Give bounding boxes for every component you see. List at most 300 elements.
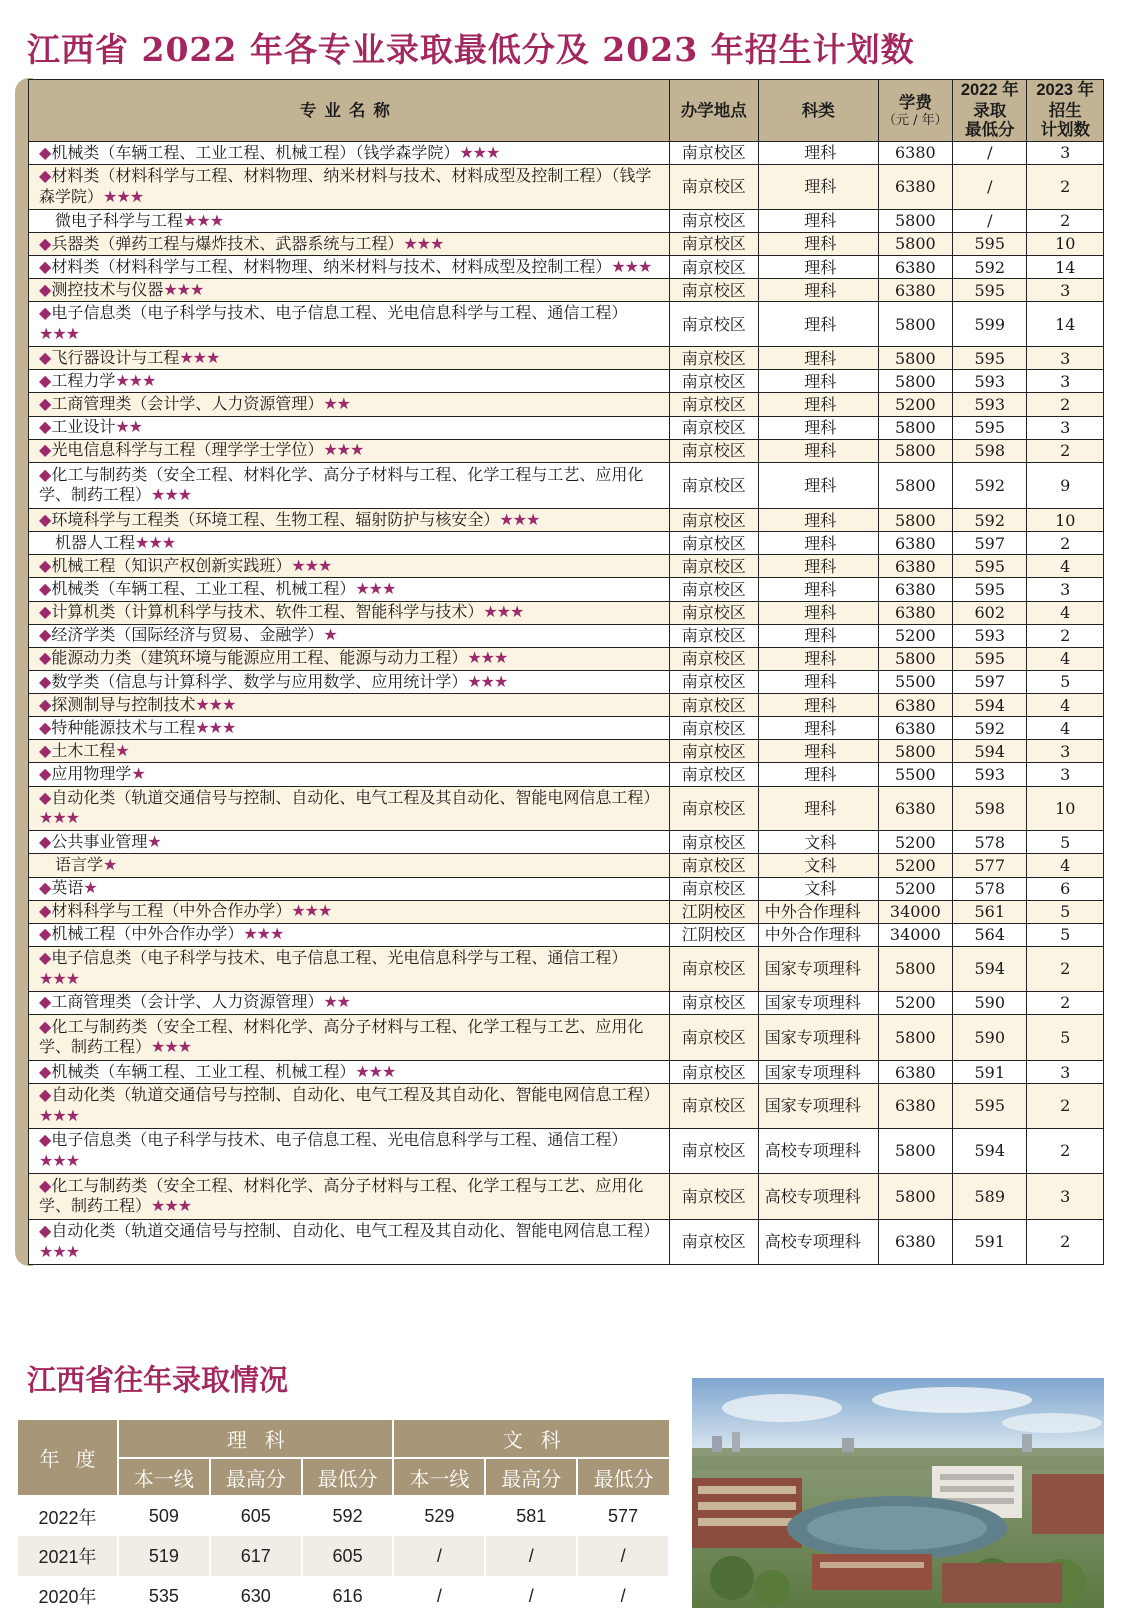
campus-cell: 南京校区 (669, 462, 758, 508)
history-table-container (18, 1420, 670, 1616)
major-name: 应用物理学 (51, 764, 132, 784)
table-row (29, 1128, 1104, 1173)
star-rating: ★ (323, 625, 337, 645)
diamond-bullet-icon: ◆ (39, 555, 52, 575)
diamond-bullet-icon: ◆ (39, 1016, 52, 1036)
major-name: 机械类（车辆工程、工业工程、机械工程） (51, 579, 356, 599)
fee-cell: 6380 (878, 1219, 952, 1264)
diamond-bullet-icon: ◆ (39, 579, 52, 599)
header-min-line3: 最低分 (965, 120, 1015, 140)
table-row (29, 578, 1104, 601)
min-score-cell: 595 (953, 233, 1027, 256)
category-cell: 理科 (758, 532, 878, 555)
major-name-cell (29, 1128, 670, 1173)
major-name-cell (29, 347, 670, 370)
min-score-cell: 578 (953, 831, 1027, 854)
major-name-cell (29, 509, 670, 532)
major-name-cell (29, 1014, 670, 1060)
major-name-cell (29, 1219, 670, 1264)
fee-cell: 5500 (878, 670, 952, 693)
major-name: 兵器类（弹药工程与爆炸技术、武器系统与工程） (51, 233, 404, 253)
major-name: 自动化类（轨道交通信号与控制、自动化、电气工程及其自动化、智能电网信息工程） (51, 1221, 660, 1241)
history-title: 江西省往年录取情况 (27, 1363, 289, 1397)
major-name-cell (29, 946, 670, 991)
fee-cell: 5800 (878, 462, 952, 508)
table-row (29, 831, 1104, 854)
plan-count-cell: 2 (1027, 532, 1104, 555)
min-score-cell: 593 (953, 624, 1027, 647)
header-campus: 办学地点 (669, 80, 758, 142)
plan-count-cell: 3 (1027, 1173, 1104, 1219)
campus-cell: 南京校区 (669, 670, 758, 693)
diamond-bullet-icon: ◆ (39, 625, 52, 645)
fee-cell: 5800 (878, 209, 952, 232)
fee-cell: 6380 (878, 601, 952, 624)
header-min-2022 (953, 80, 1027, 142)
min-score-cell: 597 (953, 532, 1027, 555)
fee-cell: 5800 (878, 302, 952, 347)
category-cell: 理科 (758, 142, 878, 165)
plan-count-cell: 3 (1027, 370, 1104, 393)
star-rating: ★★★ (163, 279, 204, 299)
category-cell: 中外合作理科 (758, 923, 878, 946)
category-cell: 文科 (758, 877, 878, 900)
plan-count-cell: 2 (1027, 393, 1104, 416)
major-name: 光电信息科学与工程（理学学士学位） (51, 440, 324, 460)
star-rating: ★★★ (135, 532, 176, 552)
star-rating: ★★★ (355, 579, 396, 599)
diamond-bullet-icon: ◆ (39, 717, 52, 737)
min-score-cell: 595 (953, 347, 1027, 370)
major-name-cell (29, 439, 670, 462)
history-value-cell: 605 (210, 1496, 302, 1536)
major-name: 工商管理类（会计学、人力资源管理） (51, 992, 324, 1012)
category-cell: 理科 (758, 555, 878, 578)
table-row (29, 1084, 1104, 1129)
major-name-cell (29, 370, 670, 393)
history-value-cell: / (393, 1576, 485, 1616)
diamond-bullet-icon: ◆ (39, 1061, 52, 1081)
campus-cell: 南京校区 (669, 601, 758, 624)
fee-cell: 5500 (878, 763, 952, 786)
min-score-cell: / (953, 142, 1027, 165)
history-subheader: 本一线 (393, 1458, 485, 1496)
star-rating: ★★★ (291, 901, 332, 921)
major-name: 语言学 (55, 855, 104, 875)
table-row (29, 900, 1104, 923)
header-plan-2023 (1027, 80, 1104, 142)
header-min-line1: 2022 年 (960, 80, 1019, 99)
diamond-bullet-icon: ◆ (39, 924, 52, 944)
major-name: 机械类（车辆工程、工业工程、机械工程） (51, 1061, 356, 1081)
min-score-cell: 595 (953, 578, 1027, 601)
star-rating: ★★★ (291, 555, 332, 575)
plan-count-cell: 2 (1027, 946, 1104, 991)
history-arts-header: 文科 (393, 1420, 669, 1458)
table-row (29, 624, 1104, 647)
min-score-cell: 595 (953, 279, 1027, 302)
plan-count-cell: 5 (1027, 831, 1104, 854)
admission-table (28, 79, 1104, 1265)
major-name-cell (29, 462, 670, 508)
major-name-cell (29, 786, 670, 831)
fee-cell: 5800 (878, 1128, 952, 1173)
fee-cell: 6380 (878, 165, 952, 210)
diamond-bullet-icon: ◆ (39, 166, 52, 186)
history-table (18, 1420, 670, 1616)
table-row (29, 209, 1104, 232)
table-row (29, 991, 1104, 1014)
table-row (29, 1061, 1104, 1084)
history-header-row-1 (18, 1420, 669, 1458)
category-cell: 理科 (758, 302, 878, 347)
campus-aerial-photo (692, 1378, 1104, 1608)
diamond-bullet-icon: ◆ (39, 648, 52, 668)
category-cell: 国家专项理科 (758, 1084, 878, 1129)
category-cell: 理科 (758, 347, 878, 370)
plan-count-cell: 5 (1027, 923, 1104, 946)
fee-cell: 6380 (878, 142, 952, 165)
plan-count-cell: 4 (1027, 601, 1104, 624)
header-plan-line2: 招生 (1048, 100, 1082, 120)
diamond-bullet-icon: ◆ (39, 142, 52, 162)
min-score-cell: 578 (953, 877, 1027, 900)
category-cell: 理科 (758, 209, 878, 232)
min-score-cell: 593 (953, 763, 1027, 786)
major-name: 电子信息类（电子科学与技术、电子信息工程、光电信息科学与工程、通信工程） (51, 303, 628, 323)
major-name: 英语 (51, 878, 84, 898)
star-rating: ★★★ (467, 671, 508, 691)
fee-cell: 5800 (878, 416, 952, 439)
star-rating: ★★ (323, 394, 351, 414)
plan-count-cell: 2 (1027, 1128, 1104, 1173)
campus-cell: 南京校区 (669, 279, 758, 302)
category-cell: 国家专项理科 (758, 991, 878, 1014)
min-score-cell: 595 (953, 416, 1027, 439)
campus-cell: 南京校区 (669, 555, 758, 578)
category-cell: 理科 (758, 279, 878, 302)
category-cell: 理科 (758, 786, 878, 831)
table-row (29, 302, 1104, 347)
plan-count-cell: 5 (1027, 1014, 1104, 1060)
table-row (29, 923, 1104, 946)
plan-count-cell: 4 (1027, 647, 1104, 670)
star-rating: ★★★ (115, 370, 156, 390)
plan-count-cell: 2 (1027, 165, 1104, 210)
fee-cell: 6380 (878, 256, 952, 279)
plan-count-cell: 4 (1027, 717, 1104, 740)
star-rating: ★★★ (243, 924, 284, 944)
campus-cell: 南京校区 (669, 1219, 758, 1264)
history-value-cell: 535 (118, 1576, 210, 1616)
table-row (29, 601, 1104, 624)
star-rating: ★★★ (611, 256, 652, 276)
major-name-cell (29, 877, 670, 900)
diamond-bullet-icon: ◆ (39, 992, 52, 1012)
campus-cell: 南京校区 (669, 854, 758, 877)
campus-cell: 南京校区 (669, 209, 758, 232)
table-row (29, 1014, 1104, 1060)
major-name-cell (29, 694, 670, 717)
plan-count-cell: 14 (1027, 302, 1104, 347)
major-name-cell (29, 532, 670, 555)
table-row (29, 946, 1104, 991)
table-row (29, 279, 1104, 302)
history-subheader: 最高分 (210, 1458, 302, 1496)
category-cell: 理科 (758, 670, 878, 693)
fee-cell: 5200 (878, 831, 952, 854)
campus-cell: 南京校区 (669, 1128, 758, 1173)
table-header-row (29, 80, 1104, 142)
admission-table-body (29, 142, 1104, 1265)
header-plan-line3: 计划数 (1040, 120, 1090, 140)
min-score-cell: / (953, 209, 1027, 232)
fee-cell: 6380 (878, 786, 952, 831)
min-score-cell: 592 (953, 256, 1027, 279)
category-cell: 国家专项理科 (758, 1014, 878, 1060)
star-rating: ★★★ (151, 1037, 192, 1057)
history-value-cell: 509 (118, 1496, 210, 1536)
diamond-bullet-icon: ◆ (39, 740, 52, 760)
history-year-cell: 2020年 (18, 1576, 118, 1616)
plan-count-cell: 10 (1027, 786, 1104, 831)
major-name-cell (29, 209, 670, 232)
min-score-cell: 602 (953, 601, 1027, 624)
campus-cell: 南京校区 (669, 393, 758, 416)
major-name-cell (29, 670, 670, 693)
category-cell: 高校专项理科 (758, 1128, 878, 1173)
major-name-cell (29, 624, 670, 647)
category-cell: 理科 (758, 624, 878, 647)
major-name: 机械工程（知识产权创新实践班） (51, 555, 292, 575)
category-cell: 理科 (758, 393, 878, 416)
history-value-cell: / (485, 1536, 577, 1576)
table-row (29, 763, 1104, 786)
table-row (29, 1219, 1104, 1264)
min-score-cell: 595 (953, 1084, 1027, 1129)
star-rating: ★ (115, 740, 129, 760)
table-row (29, 670, 1104, 693)
campus-cell: 江阴校区 (669, 923, 758, 946)
fee-cell: 5800 (878, 347, 952, 370)
history-row (18, 1536, 669, 1576)
plan-count-cell: 9 (1027, 462, 1104, 508)
diamond-bullet-icon: ◆ (39, 901, 52, 921)
category-cell: 理科 (758, 578, 878, 601)
history-science-header: 理科 (118, 1420, 393, 1458)
history-year-cell: 2022年 (18, 1496, 118, 1536)
header-major-name: 专业名称 (29, 80, 670, 142)
history-year-cell: 2021年 (18, 1536, 118, 1576)
header-category: 科类 (758, 80, 878, 142)
major-name-cell (29, 601, 670, 624)
major-name: 材料科学与工程（中外合作办学） (51, 901, 292, 921)
major-name-cell (29, 1084, 670, 1129)
diamond-bullet-icon: ◆ (39, 764, 52, 784)
history-value-cell: 592 (302, 1496, 394, 1536)
fee-cell: 5200 (878, 393, 952, 416)
star-rating: ★★★ (499, 509, 540, 529)
campus-cell: 南京校区 (669, 991, 758, 1014)
table-row (29, 532, 1104, 555)
major-name-cell (29, 831, 670, 854)
campus-cell: 南京校区 (669, 509, 758, 532)
major-name-cell (29, 763, 670, 786)
min-score-cell: 591 (953, 1219, 1027, 1264)
diamond-bullet-icon: ◆ (39, 233, 52, 253)
campus-cell: 南京校区 (669, 142, 758, 165)
admission-table-container (28, 79, 1104, 1265)
min-score-cell: 594 (953, 740, 1027, 763)
table-row (29, 509, 1104, 532)
major-name: 工程力学 (51, 370, 116, 390)
major-name-cell (29, 900, 670, 923)
major-name: 数学类（信息与计算科学、数学与应用数学、应用统计学） (51, 671, 468, 691)
campus-cell: 南京校区 (669, 532, 758, 555)
fee-cell: 6380 (878, 694, 952, 717)
campus-cell: 南京校区 (669, 877, 758, 900)
history-value-cell: 605 (302, 1536, 394, 1576)
campus-cell: 南京校区 (669, 717, 758, 740)
major-name: 土木工程 (51, 740, 116, 760)
history-value-cell: / (577, 1576, 669, 1616)
min-score-cell: 593 (953, 370, 1027, 393)
history-value-cell: 617 (210, 1536, 302, 1576)
table-row (29, 877, 1104, 900)
history-value-cell: 616 (302, 1576, 394, 1616)
history-year-header: 年度 (18, 1420, 118, 1496)
history-value-cell: 630 (210, 1576, 302, 1616)
star-rating: ★★★ (467, 648, 508, 668)
page-title: 江西省 2022 年各专业录取最低分及 2023 年招生计划数 (27, 30, 915, 69)
category-cell: 理科 (758, 740, 878, 763)
fee-cell: 6380 (878, 717, 952, 740)
major-name: 特种能源技术与工程 (51, 717, 196, 737)
star-rating: ★ (131, 764, 145, 784)
campus-cell: 南京校区 (669, 347, 758, 370)
plan-count-cell: 4 (1027, 854, 1104, 877)
diamond-bullet-icon: ◆ (39, 878, 52, 898)
table-row (29, 439, 1104, 462)
diamond-bullet-icon: ◆ (39, 1221, 52, 1241)
min-score-cell: 592 (953, 717, 1027, 740)
star-rating: ★★ (323, 992, 351, 1012)
diamond-bullet-icon: ◆ (39, 948, 52, 967)
diamond-bullet-icon: ◆ (39, 1175, 52, 1195)
min-score-cell: 590 (953, 991, 1027, 1014)
diamond-bullet-icon: ◆ (39, 417, 52, 437)
plan-count-cell: 3 (1027, 416, 1104, 439)
category-cell: 文科 (758, 854, 878, 877)
campus-cell: 南京校区 (669, 439, 758, 462)
star-rating: ★★★ (39, 1241, 80, 1261)
major-name-cell (29, 740, 670, 763)
major-name: 环境科学与工程类（环境工程、生物工程、辐射防护与核安全） (51, 509, 500, 529)
major-name: 计算机类（计算机科学与技术、软件工程、智能科学与技术） (51, 602, 484, 622)
min-score-cell: 594 (953, 946, 1027, 991)
table-row (29, 740, 1104, 763)
table-row (29, 854, 1104, 877)
plan-count-cell: 3 (1027, 763, 1104, 786)
category-cell: 理科 (758, 694, 878, 717)
major-name: 经济学类（国际经济与贸易、金融学） (51, 625, 324, 645)
min-score-cell: 592 (953, 462, 1027, 508)
star-rating: ★★★ (403, 233, 444, 253)
star-rating: ★ (103, 855, 117, 875)
diamond-bullet-icon: ◆ (39, 671, 52, 691)
fee-cell: 6380 (878, 1084, 952, 1129)
table-row (29, 393, 1104, 416)
major-name: 微电子科学与工程 (55, 210, 184, 230)
min-score-cell: 594 (953, 694, 1027, 717)
category-cell: 国家专项理科 (758, 946, 878, 991)
diamond-bullet-icon: ◆ (39, 831, 52, 851)
fee-cell: 34000 (878, 923, 952, 946)
min-score-cell: 577 (953, 854, 1027, 877)
category-cell: 理科 (758, 370, 878, 393)
star-rating: ★★★ (323, 440, 364, 460)
major-name: 探测制导与控制技术 (51, 694, 196, 714)
campus-cell: 南京校区 (669, 1014, 758, 1060)
major-name-cell (29, 647, 670, 670)
campus-cell: 南京校区 (669, 302, 758, 347)
history-value-cell: / (485, 1576, 577, 1616)
major-name-cell (29, 991, 670, 1014)
major-name-cell (29, 416, 670, 439)
min-score-cell: 595 (953, 647, 1027, 670)
plan-count-cell: 6 (1027, 877, 1104, 900)
major-name: 材料类（材料科学与工程、材料物理、纳米材料与技术、材料成型及控制工程）（钱学森学院） (39, 166, 652, 206)
star-rating: ★★★ (179, 347, 220, 367)
min-score-cell: 594 (953, 1128, 1027, 1173)
diamond-bullet-icon: ◆ (39, 256, 52, 276)
category-cell: 理科 (758, 233, 878, 256)
history-table-body (18, 1496, 669, 1616)
table-row (29, 142, 1104, 165)
major-name-cell (29, 1061, 670, 1084)
campus-cell: 南京校区 (669, 763, 758, 786)
category-cell: 高校专项理科 (758, 1219, 878, 1264)
history-row (18, 1576, 669, 1616)
campus-cell: 南京校区 (669, 416, 758, 439)
campus-cell: 南京校区 (669, 946, 758, 991)
campus-cell: 南京校区 (669, 624, 758, 647)
major-name: 化工与制药类（安全工程、材料化学、高分子材料与工程、化学工程与工艺、应用化学、制药工程） (39, 1175, 644, 1216)
major-name: 飞行器设计与工程 (51, 347, 180, 367)
category-cell: 国家专项理科 (758, 1061, 878, 1084)
table-row (29, 786, 1104, 831)
major-name: 电子信息类（电子科学与技术、电子信息工程、光电信息科学与工程、通信工程） (51, 948, 628, 967)
table-row (29, 256, 1104, 279)
min-score-cell: 595 (953, 555, 1027, 578)
fee-cell: 5800 (878, 946, 952, 991)
campus-cell: 南京校区 (669, 256, 758, 279)
min-score-cell: 598 (953, 439, 1027, 462)
table-row (29, 416, 1104, 439)
major-name: 机器人工程 (55, 532, 136, 552)
campus-cell: 南京校区 (669, 165, 758, 210)
star-rating: ★★★ (103, 187, 144, 206)
history-value-cell: 529 (393, 1496, 485, 1536)
fee-cell: 5800 (878, 647, 952, 670)
star-rating: ★★ (115, 417, 143, 437)
category-cell: 高校专项理科 (758, 1173, 878, 1219)
major-name: 工商管理类（会计学、人力资源管理） (51, 394, 324, 414)
fee-cell: 6380 (878, 1061, 952, 1084)
star-rating: ★★★ (151, 485, 192, 505)
diamond-bullet-icon: ◆ (39, 1130, 52, 1150)
star-rating: ★★★ (195, 694, 236, 714)
